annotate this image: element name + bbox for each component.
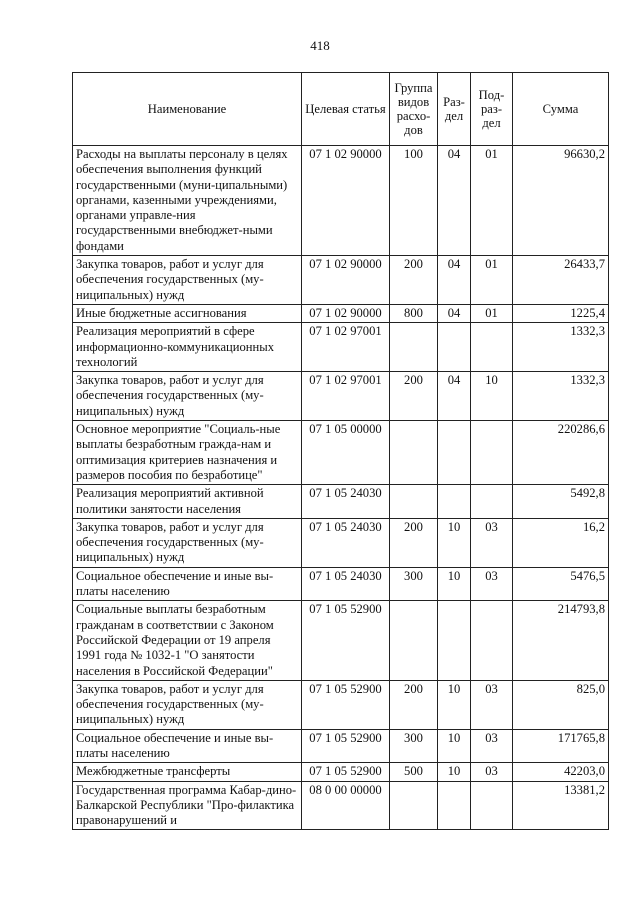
row-section: 10 — [438, 680, 471, 729]
header-sum: Сумма — [513, 73, 609, 146]
header-subsection: Под-раз-дел — [471, 73, 513, 146]
row-sum: 5476,5 — [513, 567, 609, 601]
row-subsection: 10 — [471, 372, 513, 421]
row-article: 07 1 02 97001 — [302, 372, 390, 421]
row-article: 07 1 02 97001 — [302, 323, 390, 372]
row-section: 10 — [438, 567, 471, 601]
row-name: Основное мероприятие "Социаль-ные выплаты безработным гражда-нам и оптимизация критериев назначения и размеров пособия по безработице" — [73, 421, 302, 485]
row-group — [390, 601, 438, 680]
row-sum: 13381,2 — [513, 781, 609, 830]
row-name: Закупка товаров, работ и услуг для обеспечения государственных (му-ниципальных) нужд — [73, 372, 302, 421]
table-row — [73, 680, 609, 729]
row-name: Закупка товаров, работ и услуг для обеспечения государственных (му-ниципальных) нужд — [73, 518, 302, 567]
row-name: Социальное обеспечение и иные вы-платы населению — [73, 567, 302, 601]
table-row — [73, 781, 609, 830]
row-name: Закупка товаров, работ и услуг для обеспечения государственных (му-ниципальных) нужд — [73, 256, 302, 305]
row-subsection: 03 — [471, 763, 513, 781]
row-article: 07 1 05 52900 — [302, 680, 390, 729]
row-article: 07 1 02 90000 — [302, 304, 390, 322]
row-name: Социальные выплаты безработным гражданам в соответствии с Законом Российской Федерации от 19 апреля 1991 года № 1032-1 "О занятости населения в Российской Федерации" — [73, 601, 302, 680]
budget-table — [72, 72, 609, 830]
row-name: Расходы на выплаты персоналу в целях обеспечения выполнения функций государственными (муни-ципальными) органами, казенными учреждениями, органами управле-ния государственными внебюджет-ными фондами — [73, 146, 302, 256]
table-row — [73, 146, 609, 256]
row-group: 500 — [390, 763, 438, 781]
row-article: 07 1 05 00000 — [302, 421, 390, 485]
row-sum: 825,0 — [513, 680, 609, 729]
row-section: 10 — [438, 729, 471, 763]
row-subsection: 03 — [471, 518, 513, 567]
row-subsection: 01 — [471, 256, 513, 305]
row-section — [438, 485, 471, 519]
row-name: Реализация мероприятий активной политики занятости населения — [73, 485, 302, 519]
header-article: Целевая статья — [302, 73, 390, 146]
row-article: 07 1 02 90000 — [302, 256, 390, 305]
row-subsection — [471, 323, 513, 372]
row-sum: 171765,8 — [513, 729, 609, 763]
row-group — [390, 323, 438, 372]
row-subsection — [471, 601, 513, 680]
row-article: 07 1 05 24030 — [302, 567, 390, 601]
row-article: 07 1 05 52900 — [302, 601, 390, 680]
row-sum: 26433,7 — [513, 256, 609, 305]
row-section: 04 — [438, 304, 471, 322]
row-sum: 96630,2 — [513, 146, 609, 256]
page-number: 418 — [310, 38, 330, 53]
row-article: 07 1 02 90000 — [302, 146, 390, 256]
row-group: 100 — [390, 146, 438, 256]
row-section — [438, 323, 471, 372]
row-subsection — [471, 781, 513, 830]
table-row — [73, 323, 609, 372]
row-article: 07 1 05 24030 — [302, 518, 390, 567]
row-article: 07 1 05 24030 — [302, 485, 390, 519]
row-group: 200 — [390, 680, 438, 729]
row-section — [438, 781, 471, 830]
header-section: Раз-дел — [438, 73, 471, 146]
table-row — [73, 485, 609, 519]
table-row — [73, 304, 609, 322]
header-row — [73, 73, 609, 146]
row-sum: 214793,8 — [513, 601, 609, 680]
table-row — [73, 421, 609, 485]
row-name: Реализация мероприятий в сфере информационно-коммуникационных технологий — [73, 323, 302, 372]
row-subsection: 03 — [471, 729, 513, 763]
row-section: 04 — [438, 256, 471, 305]
row-name: Иные бюджетные ассигнования — [73, 304, 302, 322]
table-row — [73, 256, 609, 305]
row-section: 10 — [438, 763, 471, 781]
header-name: Наименование — [73, 73, 302, 146]
row-sum: 16,2 — [513, 518, 609, 567]
row-group — [390, 421, 438, 485]
row-section: 04 — [438, 372, 471, 421]
row-name: Социальное обеспечение и иные вы-платы населению — [73, 729, 302, 763]
row-subsection: 03 — [471, 567, 513, 601]
row-group: 200 — [390, 518, 438, 567]
table-row — [73, 518, 609, 567]
row-section — [438, 601, 471, 680]
row-name: Закупка товаров, работ и услуг для обеспечения государственных (му-ниципальных) нужд — [73, 680, 302, 729]
row-sum: 1332,3 — [513, 323, 609, 372]
row-name: Межбюджетные трансферты — [73, 763, 302, 781]
row-name: Государственная программа Кабар-дино-Балкарской Республики "Про-филактика правонарушений и — [73, 781, 302, 830]
row-subsection: 01 — [471, 146, 513, 256]
row-sum: 1332,3 — [513, 372, 609, 421]
row-sum: 220286,6 — [513, 421, 609, 485]
row-group: 300 — [390, 729, 438, 763]
row-group: 200 — [390, 372, 438, 421]
row-article: 08 0 00 00000 — [302, 781, 390, 830]
row-group — [390, 781, 438, 830]
row-sum: 1225,4 — [513, 304, 609, 322]
row-section: 10 — [438, 518, 471, 567]
table-row — [73, 372, 609, 421]
row-article: 07 1 05 52900 — [302, 729, 390, 763]
row-subsection: 01 — [471, 304, 513, 322]
table-row — [73, 601, 609, 680]
row-group: 300 — [390, 567, 438, 601]
row-group — [390, 485, 438, 519]
row-section — [438, 421, 471, 485]
row-section: 04 — [438, 146, 471, 256]
row-article: 07 1 05 52900 — [302, 763, 390, 781]
row-sum: 42203,0 — [513, 763, 609, 781]
table-row — [73, 763, 609, 781]
row-group: 200 — [390, 256, 438, 305]
row-sum: 5492,8 — [513, 485, 609, 519]
row-subsection — [471, 421, 513, 485]
table-row — [73, 729, 609, 763]
row-subsection: 03 — [471, 680, 513, 729]
header-group: Группа видов расхо-дов — [390, 73, 438, 146]
row-subsection — [471, 485, 513, 519]
row-group: 800 — [390, 304, 438, 322]
table-row — [73, 567, 609, 601]
